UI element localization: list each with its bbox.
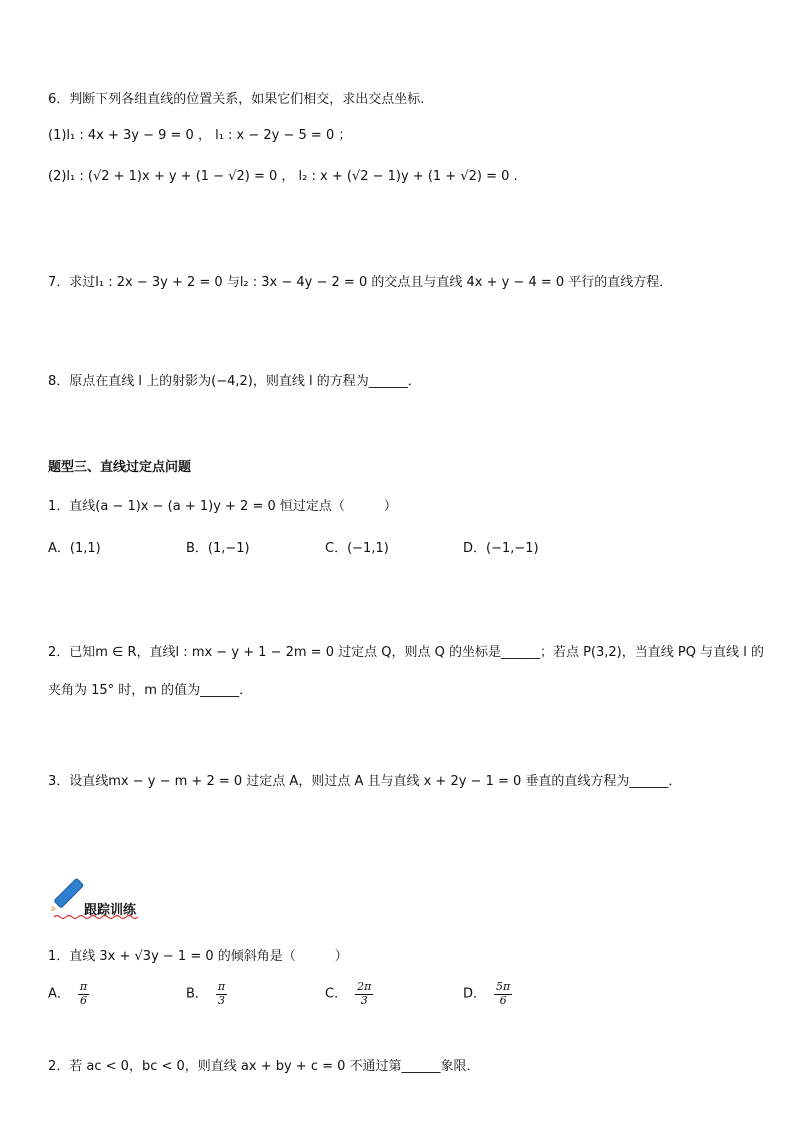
p1-option-c-den: 3 bbox=[360, 993, 368, 1007]
s3q1-stem: 1．直线(a − 1)x − (a + 1)y + 2 = 0 恒过定点（ ） bbox=[48, 499, 397, 514]
p1-option-d-fraction bbox=[494, 981, 512, 1007]
p1-option-a bbox=[48, 981, 89, 1007]
p2: 2．若 ac < 0，bc < 0，则直线 ax + by + c = 0 不通过第______象限． bbox=[48, 1059, 480, 1074]
p1-option-d-den: 6 bbox=[499, 993, 507, 1007]
p1-option-a-label: A． bbox=[48, 986, 70, 1002]
pencil-icon bbox=[48, 878, 84, 914]
p1-option-b-label: B． bbox=[186, 986, 208, 1002]
p1-option-d-label: D． bbox=[463, 986, 487, 1002]
p1-option-c-fraction bbox=[355, 981, 373, 1007]
s3q2-line1: 2．已知m ∈ R，直线l : mx − y + 1 − 2m = 0 过定点 Q，则点 Q 的坐标是______；若点 P(3,2)，当直线 PQ 与直线 l 的 bbox=[48, 645, 764, 660]
p1-option-d-num: 5π bbox=[496, 980, 511, 993]
p1-option-a-fraction bbox=[78, 981, 89, 1007]
p1-option-b-fraction bbox=[216, 981, 227, 1007]
p1-option-a-num: π bbox=[79, 980, 88, 993]
practice-heading: 跟踪训练 bbox=[84, 903, 137, 918]
p1-option-b-num: π bbox=[217, 980, 226, 993]
q6-title: 6．判断下列各组直线的位置关系，如果它们相交，求出交点坐标. bbox=[48, 92, 425, 107]
q6-part2: (2)l₁ : (√2 + 1)x + y + (1 − √2) = 0 ， l₂ : x + (√2 − 1)y + (1 + √2) = 0 . bbox=[48, 169, 518, 184]
section3-heading: 题型三、直线过定点问题 bbox=[48, 460, 192, 475]
s3q1-option-c: C．(−1,1) bbox=[325, 541, 389, 556]
s3q1-option-b: B．(1,−1) bbox=[186, 541, 250, 556]
s3q2-line2: 夹角为 15° 时，m 的值为______． bbox=[48, 683, 253, 698]
s3q3: 3．设直线mx − y − m + 2 = 0 过定点 A，则过点 A 且与直线 x + 2y − 1 = 0 垂直的直线方程为______． bbox=[48, 774, 682, 789]
s3q1-option-d: D．(−1,−1) bbox=[463, 541, 539, 556]
q8: 8．原点在直线 l 上的射影为(−4,2)，则直线 l 的方程为______． bbox=[48, 374, 421, 389]
p1-option-c-label: C． bbox=[325, 986, 348, 1002]
p1-stem: 1．直线 3x + √3y − 1 = 0 的倾斜角是（ ） bbox=[48, 949, 348, 964]
s3q1-option-a: A．(1,1) bbox=[48, 541, 101, 556]
p1-option-b-den: 3 bbox=[218, 993, 226, 1007]
p1-option-b bbox=[186, 981, 227, 1007]
q6-part1: (1)l₁ : 4x + 3y − 9 = 0 ， l₁ : x − 2y − 5 = 0 ； bbox=[48, 128, 352, 143]
p1-option-c bbox=[325, 981, 373, 1007]
p1-option-d bbox=[463, 981, 512, 1007]
q7: 7．求过l₁ : 2x − 3y + 2 = 0 与l₂ : 3x − 4y − 2 = 0 的交点且与直线 4x + y − 4 = 0 平行的直线方程． bbox=[48, 275, 673, 290]
p1-option-a-den: 6 bbox=[80, 993, 88, 1007]
p1-option-c-num: 2π bbox=[357, 980, 372, 993]
